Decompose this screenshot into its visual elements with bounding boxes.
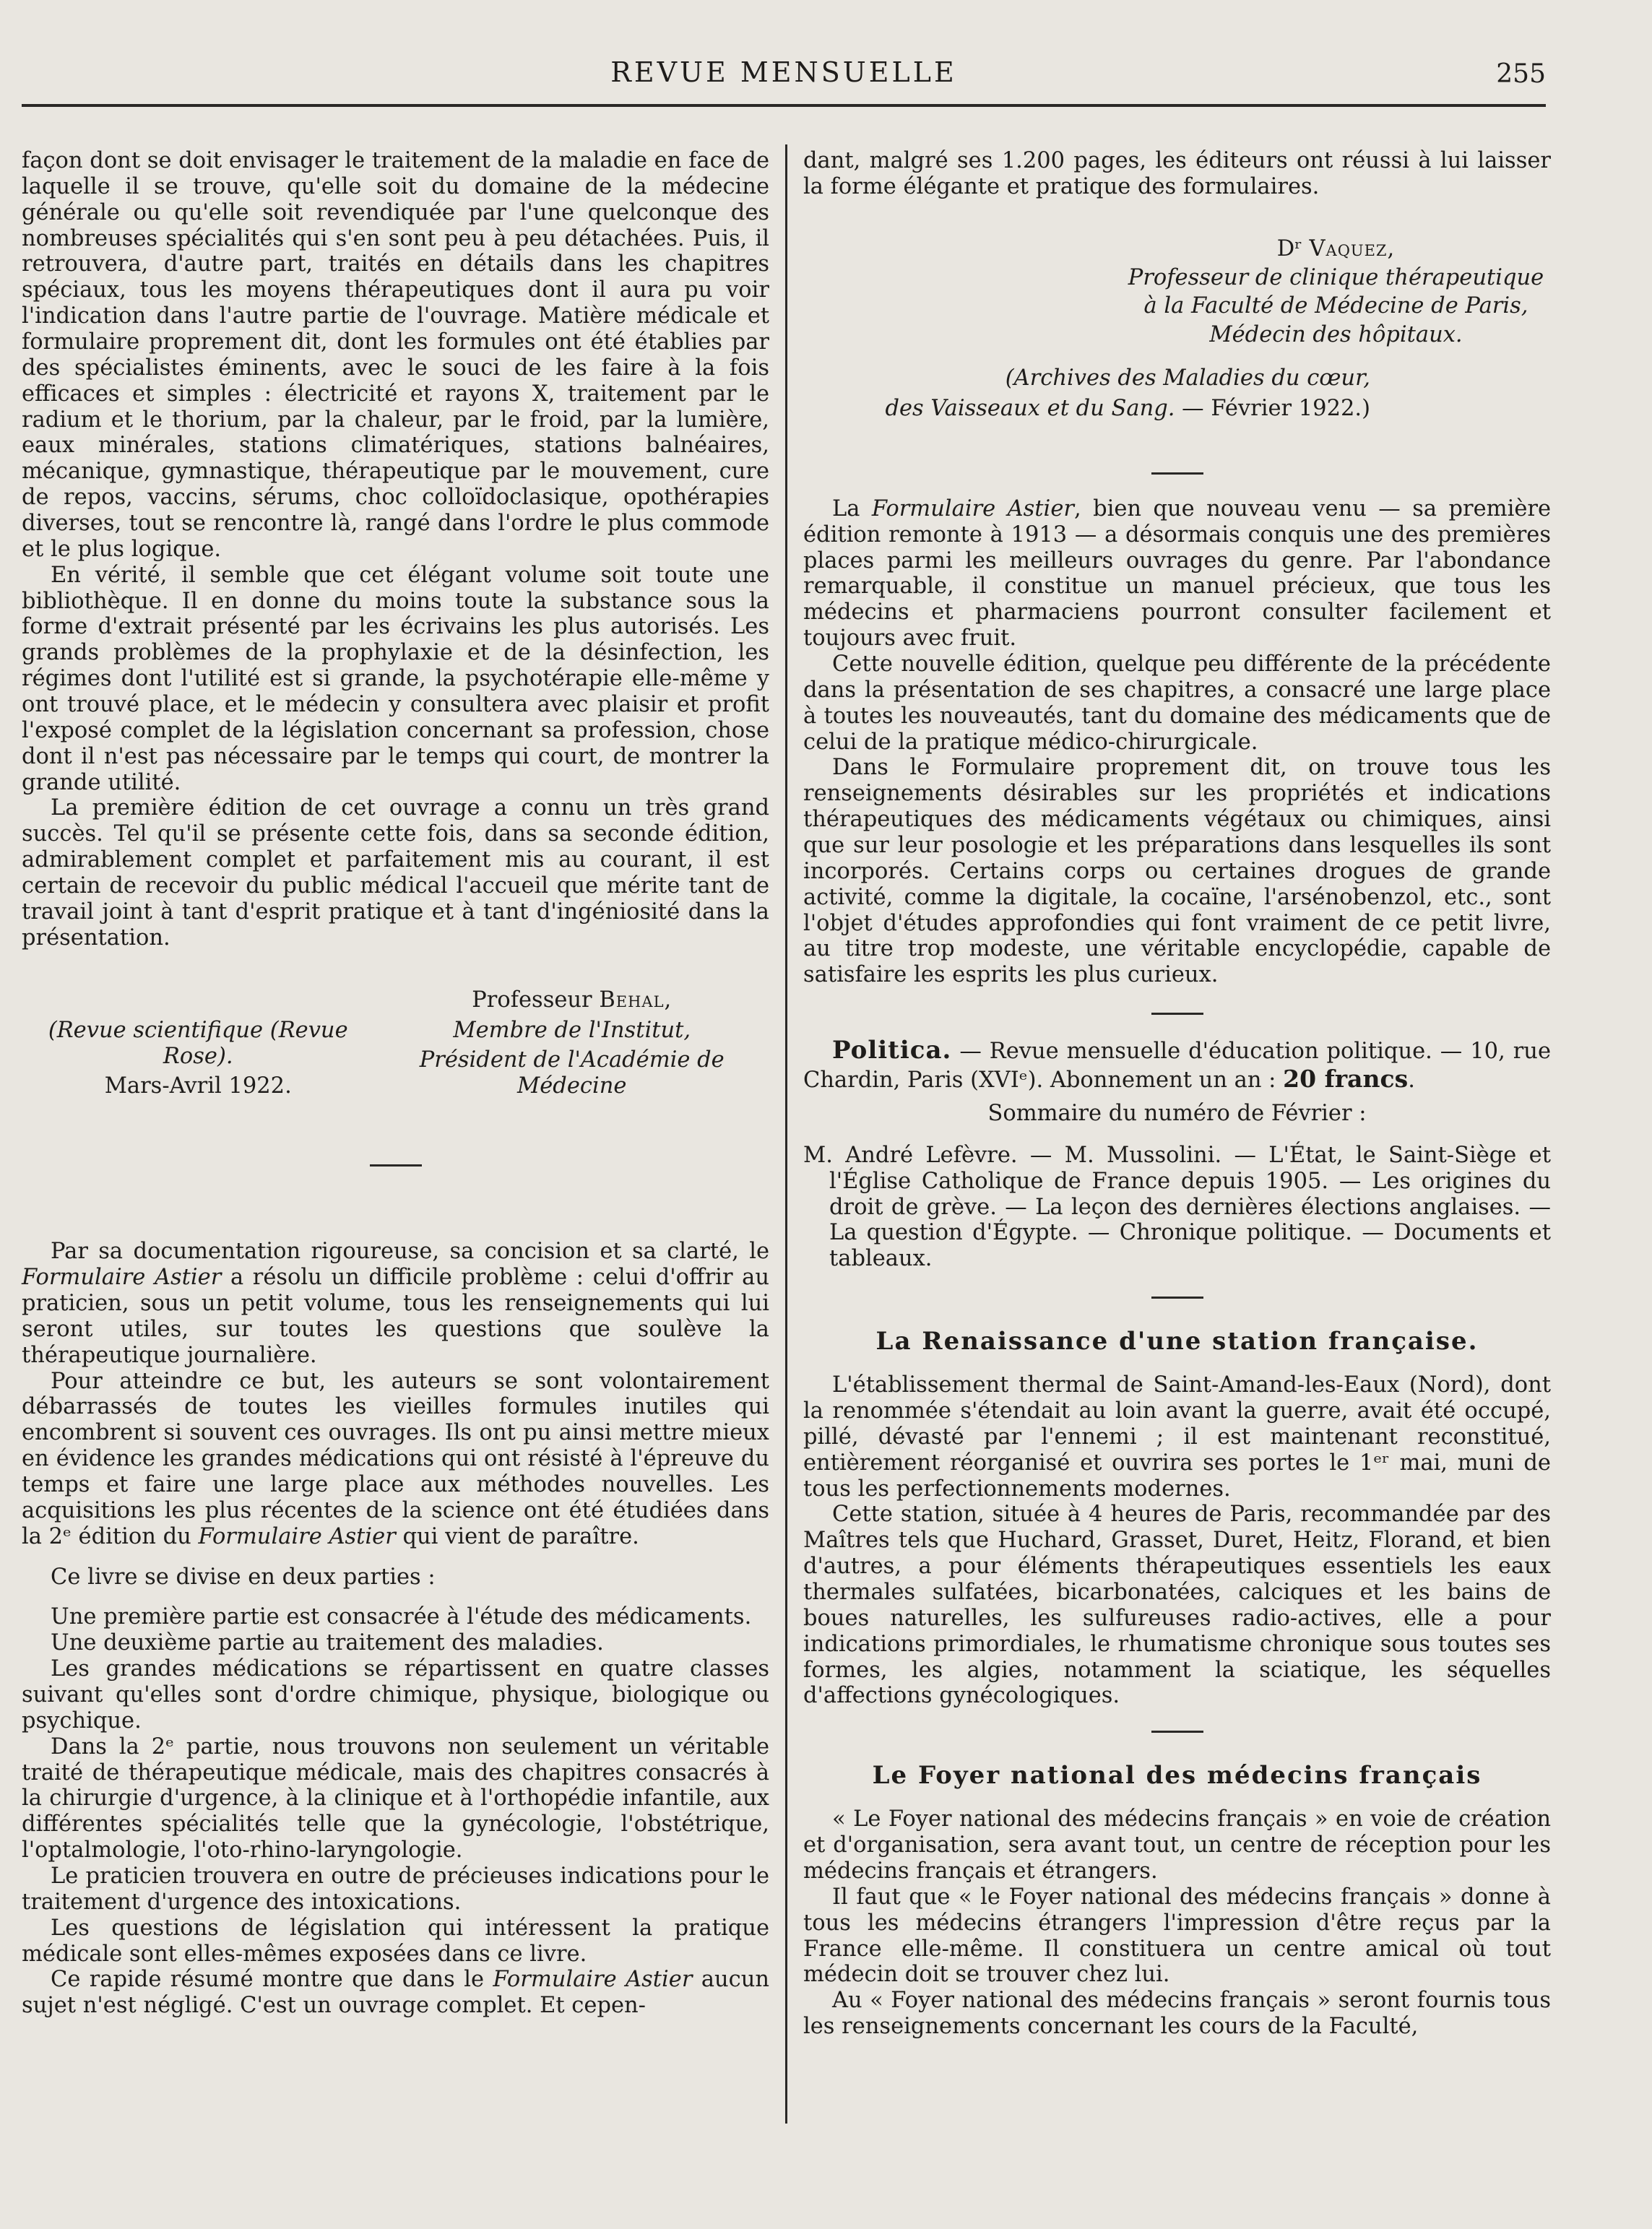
politica-paragraph [803, 1036, 1551, 1094]
page-number: 255 [1496, 59, 1546, 89]
subscription-price: 20 francs [1283, 1065, 1409, 1094]
book-title: Formulaire Astier [871, 495, 1074, 521]
paragraph [803, 496, 1551, 652]
section-title-renaissance: La Renaissance d'une station française. [875, 1327, 1479, 1356]
section-separator [370, 1164, 422, 1167]
paragraph: façon dont se doit envisager le traitement de la maladie en face de laquelle il se trouve, qu'elle soit du domaine de la médecine générale ou qu'elle soit revendiquée par l'une quelconque des nombreuses spécialités qui s'en sont peu à peu détachées. Puis, il retrouvera, d'autre part, traités en détails dans les chapitres spéciaux, tous les moyens thérapeutiques dont il aura pu voir l'indication dans l'autre partie de l'ouvrage. Matière médicale et formulaire proprement dit, dont les formules ont été établies par des spécialistes éminents, avec le souci de les faire à la fois efficaces et simples : électricité et rayons X, traitement par le radium et le thorium, par la chaleur, par le froid, par la lumière, eaux minérales, stations climatériques, stations balnéaires, mécanique, gymnastique, thérapeutique par le mouvement, cure de repos, vaccins, sérums, choc colloïdoclasique, opothérapies diverses, tout se rencontre là, rangé dans l'ordre le plus commode et le plus logique. [22, 148, 769, 562]
running-title: REVUE MENSUELLE [610, 56, 957, 88]
text-run: La [832, 495, 872, 521]
author-line [374, 987, 769, 1013]
text-run: Pour atteindre ce but, les auteurs se sont volontairement débarrassés de toutes les vieilles formules inutiles qui encombrent si souvent ces ouvrages. Ils ont pu ainsi mettre mieux en évidence les grandes médications qui ont résisté à l'épreuve du temps et faire une large place aux méthodes nouvelles. Les acquisitions les plus récentes de la science ont été étudiées dans la 2ᵉ édition du [22, 1368, 769, 1549]
paragraph: Dans la 2ᵉ partie, nous trouvons non seulement un véritable traité de thérapeutique médicale, mais des chapitres consacrés à la chirurgie d'urgence, à la clinique et à l'orthopédie infantile, aux différentes spécialités telle que la gynécologie, l'obstétrique, l'optalmologie, l'oto-rhino-laryngologie. [22, 1734, 769, 1864]
column-divider [785, 144, 787, 2124]
source-journal: (Archives des Maladies du cœur, [1005, 365, 1370, 391]
text-run: des Vaisseaux et du Sang. [885, 396, 1175, 422]
header-rule [22, 104, 1546, 107]
signature-source [22, 987, 374, 1100]
text-run: Ce rapide résumé montre que dans le [51, 1967, 493, 1993]
paragraph: Une première partie est consacrée à l'étude des médicaments. [51, 1604, 752, 1630]
section-separator [1151, 472, 1203, 475]
text-run: — Revue mensuelle d'éducation politique. — 10, rue Chardin, Paris (XVIᵉ). Abonnement un an : [803, 1039, 1551, 1094]
author-line [1121, 236, 1551, 262]
paragraph [22, 1369, 769, 1550]
text-run: qui vient de paraître. [395, 1523, 639, 1549]
author-role: Président de l'Académie de Médecine [419, 1047, 725, 1099]
signature-vaquez [803, 236, 1551, 348]
paragraph [22, 1967, 769, 2019]
author-role: Médecin des hôpitaux. [1209, 322, 1463, 348]
paragraph: Les grandes médications se répartissent en quatre classes suivant qu'elles sont d'ordre chimique, physique, biologique ou psychique. [22, 1656, 769, 1734]
book-title: Formulaire Astier [198, 1523, 396, 1549]
text-run: Par sa documentation rigoureuse, sa concision et sa clarté, le [51, 1239, 769, 1265]
text-run: aucun sujet n'est négligé. C'est un ouvrage complet. Et cepen- [22, 1967, 770, 2019]
paragraph: Ce livre se divise en deux parties : [51, 1564, 436, 1590]
author-name: Behal, [599, 987, 673, 1013]
author-role: Professeur de clinique thérapeutique [1128, 264, 1544, 290]
paragraph: La première édition de cet ouvrage a connu un très grand succès. Tel qu'il se présente cette fois, dans sa seconde édition, admirablement complet et parfaitement mis au courant, il est certain de recevoir du public médical l'accueil que mérite tant de travail joint à tant d'esprit pratique et à tant d'ingéniosité dans la présentation. [22, 795, 769, 951]
paragraph: Les questions de législation qui intéressent la pratique médicale sont elles-mêmes exposées dans ce livre. [22, 1915, 769, 1967]
source-date: Mars-Avril 1922. [104, 1073, 292, 1099]
signature-source [803, 365, 1551, 422]
text-run: , bien que nouveau venu — sa première édition remonte à 1913 — a désormais conquis une des premières places parmi les meilleurs ouvrages du genre. Par l'abondance remarquable, il constitue un manuel précieux, que tous les médecins et pharmaciens pourront consulter facilement et toujours avec fruit. [803, 495, 1552, 652]
section-separator [1151, 1731, 1203, 1733]
book-title: Formulaire Astier [22, 1265, 222, 1291]
source-journal: (Revue scientifique (Revue Rose). [48, 1017, 348, 1069]
right-column [803, 148, 1551, 2040]
paragraph: Le praticien trouvera en outre de précieuses indications pour le traitement d'urgence des intoxications. [22, 1863, 769, 1915]
paragraph: Cette nouvelle édition, quelque peu différente de la précédente dans la présentation de ses chapitres, a consacré une large place à toutes les nouveautés, tant du domaine des médicaments que de celui de la pratique médico-chirurgicale. [803, 652, 1551, 755]
author-role: à la Faculté de Médecine de Paris, [1143, 293, 1528, 319]
politica-title: Politica. [832, 1036, 952, 1065]
author-role: Membre de l'Institut, [453, 1017, 691, 1043]
source-journal-line [803, 396, 1370, 422]
paragraph: Une deuxième partie au traitement des maladies. [51, 1630, 604, 1656]
text-run: a résolu un difficile problème : celui d'offrir au praticien, sous un petit volume, tous les renseignements qui lui seront utiles, sur toutes les questions que soulève la thérapeutique journalière. [22, 1265, 769, 1368]
author-prefix: Dʳ [1276, 235, 1302, 261]
left-column [22, 148, 769, 2019]
signature-behal [22, 987, 769, 1100]
section-separator [1151, 1297, 1203, 1299]
paragraph: L'établissement thermal de Saint-Amand-les-Eaux (Nord), dont la renommée s'étendait au loin avant la guerre, avait été occupé, pillé, dévasté par l'ennemi ; il est maintenant reconstitué, entièrement réorganisé et ouvrira ses portes le 1ᵉʳ mai, muni de tous les perfectionnements modernes. [803, 1372, 1551, 1502]
sommaire-contents: M. André Lefèvre. — M. Mussolini. — L'État, le Saint-Siège et l'Église Catholique de France depuis 1905. — Les origines du droit de grève. — La leçon des dernières élections anglaises. — La question d'Égypte. — Chronique politique. — Documents et tableaux. [803, 1142, 1551, 1272]
paragraph: Il faut que « le Foyer national des médecins français » donne à tous les médecins étrangers l'impression d'être reçus par la France elle-même. Il constituera un centre amical où tout médecin doit se trouver chez lui. [803, 1884, 1551, 1988]
author-title: Professeur [472, 987, 592, 1013]
text-run: — Février 1922.) [1175, 396, 1370, 422]
section-separator [1151, 1013, 1203, 1015]
paragraph: « Le Foyer national des médecins français » en voie de création et d'organisation, sera avant tout, un centre de réception pour les médecins français et étrangers. [803, 1806, 1551, 1884]
paragraph: En vérité, il semble que cet élégant volume soit toute une bibliothèque. Il en donne du moins toute la substance sous la forme d'extrait présenté par les écrivains les plus autorisés. Les grands problèmes de la prophylaxie et de la désinfection, les régimes dont l'utilité est si grande, la psychotérapie elle-même y ont trouvé place, et le médecin y consultera avec plaisir et profit l'exposé complet de la législation concernant sa profession, chose dont il n'est pas nécessaire par le temps qui court, de montrer la grande utilité. [22, 562, 769, 795]
paragraph [22, 1239, 769, 1368]
paragraph: dant, malgré ses 1.200 pages, les éditeurs ont réussi à lui laisser la forme élégante et pratique des formulaires. [803, 148, 1551, 199]
signature-author [374, 987, 769, 1100]
paragraph: Au « Foyer national des médecins français » seront fournis tous les renseignements concernant les cours de la Faculté, [803, 1988, 1551, 2040]
sommaire-heading: Sommaire du numéro de Février : [987, 1101, 1367, 1127]
paragraph: Cette station, située à 4 heures de Paris, recommandée par des Maîtres tels que Huchard, Grasset, Duret, Heitz, Florand, et bien d'autres, a pour éléments thérapeutiques essentiels les eaux thermales sulfatées, bicarbonatées, calciques et les bains de boues naturelles, les sulfureuses radio-actives, elle a pour indications primordiales, le rhumatisme chronique sous toutes ses formes, les algies, notamment la sciatique, les séquelles d'affections gynécologiques. [803, 1502, 1551, 1709]
page-header [22, 56, 1546, 121]
paragraph: Dans le Formulaire proprement dit, on trouve tous les renseignements désirables sur les propriétés et indications thérapeutiques des médicaments végétaux ou chimiques, ainsi que sur leur posologie et les préparations dans lesquelles ils sont incorporés. Certains corps ou certaines drogues de grande activité, comme la digitale, la cocaïne, l'arsénobenzol, etc., sont l'objet d'études approfondies qui font vraiment de ce petit livre, au titre trop modeste, une véritable encyclopédie, capable de satisfaire les esprits les plus curieux. [803, 755, 1551, 988]
section-title-foyer: Le Foyer national des médecins français [872, 1761, 1482, 1791]
book-title: Formulaire Astier [493, 1967, 693, 1993]
author-name: Vaquez, [1309, 235, 1396, 261]
text-run: . [1408, 1068, 1415, 1094]
